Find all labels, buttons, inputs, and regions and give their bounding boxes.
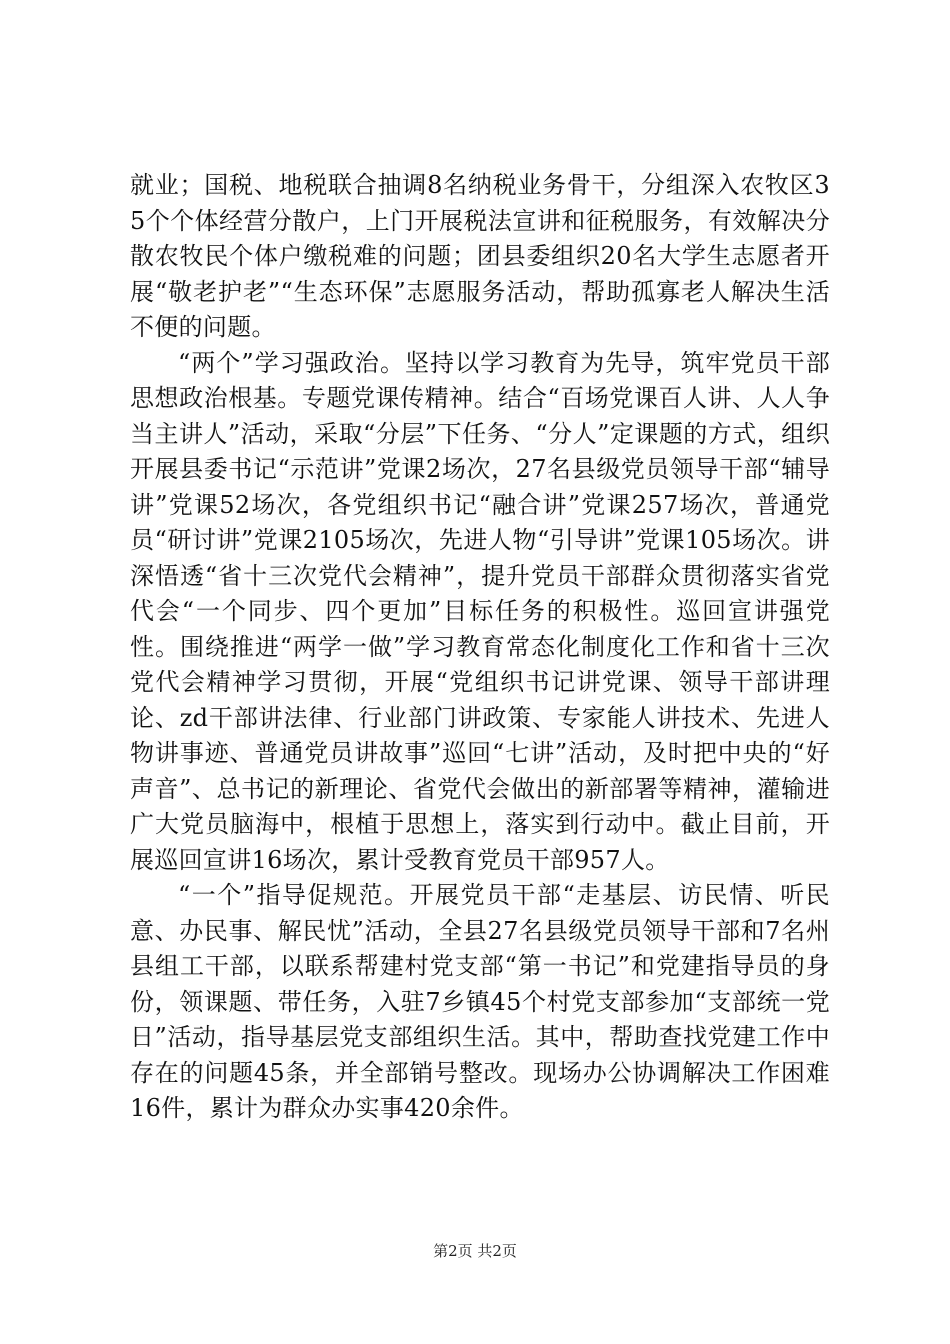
document-body <box>130 168 830 1127</box>
paragraph-guidance-standards: “一个”指导促规范。开展党员干部“走基层、访民情、听民意、办民事、解民忧”活动，全县27名县级党员领导干部和7名州县组工干部，以联系帮建村党支部“第一书记”和党建指导员的身份，领课题、带任务，入驻7乡镇45个村党支部参加“支部统一党日”活动，指导基层党支部组织生活。其中，帮助查找党建工作中存在的问题45条，并全部销号整改。现场办公协调解决工作困难16件，累计为群众办实事420余件。 <box>130 881 830 1122</box>
paragraph-continuation: 就业；国税、地税联合抽调8名纳税业务骨干，分组深入农牧区35个个体经营分散户，上门开展税法宣讲和征税服务，有效解决分散农牧民个体户缴税难的问题；团县委组织20名大学生志愿者开展“敬老护老”“生态环保”志愿服务活动，帮助孤寡老人解决生活不便的问题。 <box>130 171 830 341</box>
paragraph-political-study: “两个”学习强政治。坚持以学习教育为先导，筑牢党员干部思想政治根基。专题党课传精神。结合“百场党课百人讲、人人争当主讲人”活动，采取“分层”下任务、“分人”定课题的方式，组织开展县委书记“示范讲”党课2场次，27名县级党员领导干部“辅导讲”党课52场次，各党组织书记“融合讲”党课257场次，普通党员“研讨讲”党课2105场次，先进人物“引导讲”党课105场次。讲深悟透“省十三次党代会精神”，提升党员干部群众贯彻落实省党代会“一个同步、四个更加”目标任务的积极性。巡回宣讲强党性。围绕推进“两学一做”学习教育常态化制度化工作和省十三次党代会精神学习贯彻，开展“党组织书记讲党课、领导干部讲理论、zd干部讲法律、行业部门讲政策、专家能人讲技术、先进人物讲事迹、普通党员讲故事”巡回“七讲”活动，及时把中央的“好声音”、总书记的新理论、省党代会做出的新部署等精神，灌输进广大党员脑海中，根植于思想上，落实到行动中。截止目前，开展巡回宣讲16场次，累计受教育党员干部957人。 <box>130 348 830 874</box>
page-number-footer: 第2页 共2页 <box>433 1242 517 1260</box>
